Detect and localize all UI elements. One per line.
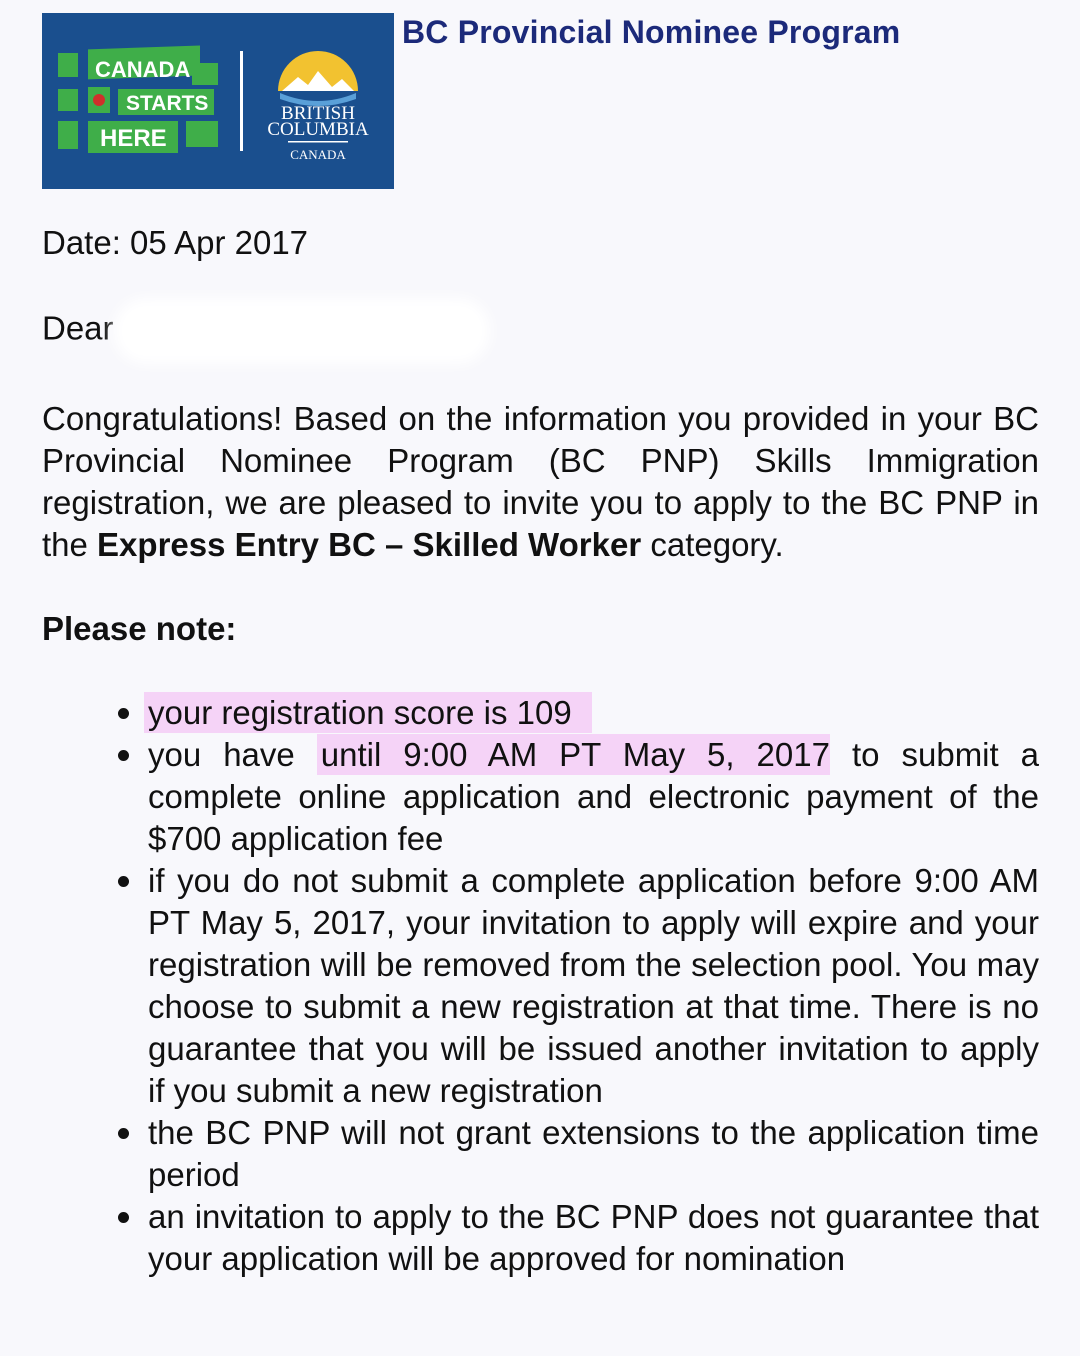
salutation	[42, 306, 1039, 356]
letter-body	[42, 222, 1039, 1280]
note-expire: if you do not submit a complete application before 9:00 AM PT May 5, 2017, your invitation to apply will expire and your registration will be removed from the selection pool. You may choose to submit a new registration at that time. There is no guarantee that you will be issued another invitation to apply if you submit a new registration	[148, 862, 1039, 1109]
logo-line-here: HERE	[100, 125, 167, 152]
intro-paragraph	[42, 398, 1039, 566]
list-item	[148, 734, 1039, 860]
redacted-name	[122, 306, 482, 356]
note-deadline-pre: you have	[148, 736, 295, 773]
list-item	[148, 692, 1039, 734]
logo-bc-line1: BRITISH	[281, 103, 355, 124]
list-item	[148, 1196, 1039, 1280]
logo-bc-line3: CANADA	[290, 147, 346, 162]
bc-pnp-logo	[42, 13, 394, 189]
note-extensions: the BC PNP will not grant extensions to the application time period	[148, 1114, 1039, 1193]
logo-line-starts: STARTS	[126, 92, 209, 115]
bc-sun-icon	[278, 51, 358, 106]
note-heading: Please note:	[42, 610, 237, 647]
note-score: your registration score is 109	[144, 692, 592, 733]
list-item	[148, 860, 1039, 1112]
letter-date: Date: 05 Apr 2017	[42, 224, 309, 261]
list-item	[148, 1112, 1039, 1196]
salutation-text: Dear	[42, 309, 114, 347]
logo-bc-line2: COLUMBIA	[267, 119, 369, 140]
note-deadline-post: to submit a complete online application and electronic payment of the $700 application fee	[148, 736, 1040, 857]
note-deadline-highlight: until 9:00 AM PT May 5, 2017	[317, 734, 830, 775]
intro-text: Congratulations! Based on the information you provided in your BC Provincial Nominee Program (BC PNP) Skills Immigration registration, we are pleased to invite you to apply to the BC PNP in the	[42, 400, 1039, 563]
canada-starts-here-logo	[42, 13, 394, 189]
notes-list	[42, 692, 1039, 1280]
note-guarantee: an invitation to apply to the BC PNP does not guarantee that your application will be approved for nomination	[148, 1198, 1039, 1277]
logo-line-canada: CANADA	[95, 57, 191, 82]
intro-end: category.	[650, 526, 784, 563]
program-title: BC Provincial Nominee Program	[402, 14, 901, 50]
intro-category: Express Entry BC – Skilled Worker	[97, 526, 642, 563]
maple-leaf-icon	[93, 94, 105, 106]
